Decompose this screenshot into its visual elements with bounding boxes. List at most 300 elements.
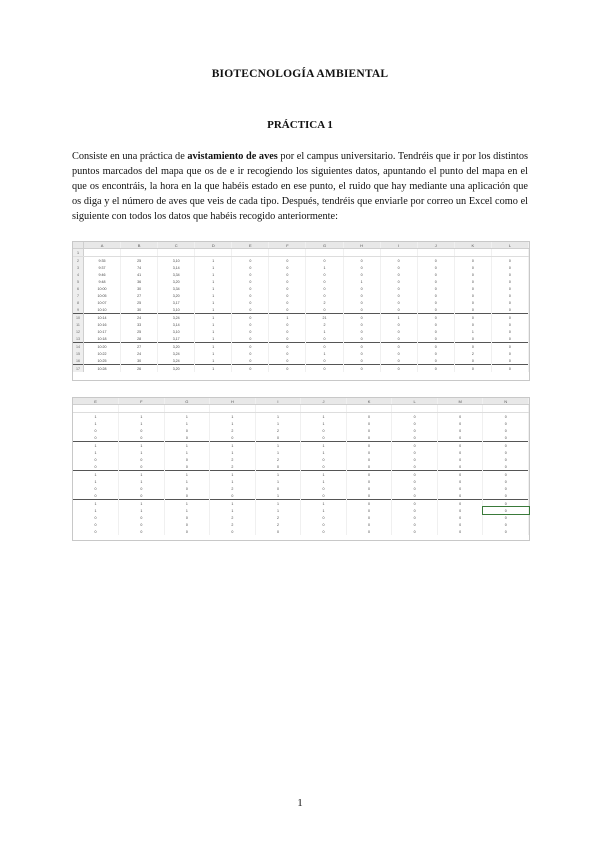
table-cell: 0 (269, 285, 306, 292)
table-cell: 0 (73, 434, 119, 442)
table-cell: 0 (491, 271, 528, 278)
table-cell: 30 (121, 285, 158, 292)
table-cell: 1 (195, 328, 232, 335)
table-cell: 0 (417, 292, 454, 299)
column-letter: F (269, 242, 306, 249)
table-cell: 2 (210, 514, 256, 521)
row-number: 10 (73, 314, 84, 322)
table-cell: 0 (491, 278, 528, 285)
row-number: 14 (73, 343, 84, 351)
table-cell: 0 (119, 528, 165, 535)
table-cell: 9:37 (84, 264, 121, 271)
table-cell: 0 (343, 292, 380, 299)
column-letter: K (346, 398, 392, 405)
table-cell: 0 (392, 478, 438, 485)
table-cell: 1 (255, 478, 301, 485)
table-cell: 0 (491, 257, 528, 265)
field-header-cell (269, 249, 306, 257)
column-letter: A (84, 242, 121, 249)
field-header-cell (392, 405, 438, 413)
table-cell: 0 (346, 500, 392, 508)
table-cell: 30 (121, 306, 158, 314)
table-cell: 0 (164, 521, 210, 528)
table-cell: 0 (380, 343, 417, 351)
table-cell: 1 (195, 321, 232, 328)
table-cell: 0 (380, 271, 417, 278)
column-letter: B (121, 242, 158, 249)
table-cell: 1 (301, 500, 347, 508)
table-cell: 0 (255, 528, 301, 535)
table-cell: 0 (343, 299, 380, 306)
table-cell: 0 (73, 528, 119, 535)
table-cell: 0 (483, 449, 529, 456)
row-number: 11 (73, 321, 84, 328)
field-header-cell (232, 249, 269, 257)
table-cell: 1 (306, 328, 343, 335)
table-cell: 0 (232, 321, 269, 328)
table-cell: 26 (121, 365, 158, 373)
table-cell: 1 (73, 449, 119, 456)
table-cell: 1 (164, 507, 210, 514)
row-number: 9 (73, 306, 84, 314)
table-cell: 0 (483, 427, 529, 434)
table-cell: 0 (269, 335, 306, 343)
table-cell: 0 (306, 343, 343, 351)
table-cell: 1 (210, 471, 256, 479)
table-cell: 0 (437, 492, 483, 500)
row-number: 1 (73, 249, 84, 257)
table-cell: 0 (343, 328, 380, 335)
table-cell: 0 (232, 306, 269, 314)
table-cell: 9:48 (84, 278, 121, 285)
table-cell: 1 (301, 478, 347, 485)
table-cell: 0 (483, 420, 529, 427)
table-cell: 1 (195, 264, 232, 271)
table-cell: 0 (343, 257, 380, 265)
table-cell: 0 (119, 492, 165, 500)
row-number: 2 (73, 257, 84, 265)
table-row (73, 478, 529, 485)
table-cell: 0 (417, 306, 454, 314)
table-cell: 0 (346, 478, 392, 485)
table-cell: 0 (483, 485, 529, 492)
table-cell: 0 (232, 335, 269, 343)
table-cell: 1 (269, 314, 306, 322)
table-row (73, 271, 529, 278)
table-cell: 0 (343, 357, 380, 365)
table-cell: 0 (232, 292, 269, 299)
table-cell: 1 (119, 507, 165, 514)
table-cell: 0 (437, 500, 483, 508)
table-cell: 0 (483, 500, 529, 508)
table-cell: 0 (483, 521, 529, 528)
table-cell: 1 (255, 507, 301, 514)
table-row (73, 413, 529, 421)
table-cell: 0 (437, 442, 483, 450)
table-cell: 1 (255, 492, 301, 500)
table-cell: 1 (210, 420, 256, 427)
column-letter: I (380, 242, 417, 249)
table-cell: 0 (232, 264, 269, 271)
table-cell: 3,20 (158, 365, 195, 373)
table-cell: 0 (301, 434, 347, 442)
table-cell: 2 (210, 485, 256, 492)
table-cell: 2 (255, 427, 301, 434)
table-row (73, 434, 529, 442)
table-cell: 10:14 (84, 314, 121, 322)
table-cell: 0 (392, 449, 438, 456)
table-row (73, 343, 529, 351)
table-row (73, 427, 529, 434)
table-cell: 3,24 (158, 357, 195, 365)
table-cell: 1 (164, 500, 210, 508)
table-row (73, 335, 529, 343)
table-cell: 0 (380, 350, 417, 357)
table-cell: 0 (346, 463, 392, 471)
table-cell: 2 (454, 350, 491, 357)
table-cell: 1 (210, 449, 256, 456)
row-number: 8 (73, 299, 84, 306)
table-cell: 0 (483, 492, 529, 500)
table-cell: 25 (121, 328, 158, 335)
table-cell: 0 (491, 306, 528, 314)
table-row (73, 278, 529, 285)
table-cell: 0 (437, 413, 483, 421)
table-cell: 0 (343, 321, 380, 328)
table-cell: 1 (255, 471, 301, 479)
table-cell: 1 (73, 442, 119, 450)
table-cell: 0 (380, 299, 417, 306)
table-cell: 0 (483, 456, 529, 463)
table-cell: 0 (454, 357, 491, 365)
table-cell: 10:18 (84, 335, 121, 343)
table-cell: 0 (491, 299, 528, 306)
table-cell: 0 (346, 420, 392, 427)
field-header-cell (437, 405, 483, 413)
table-cell: 0 (417, 285, 454, 292)
table-cell: 0 (491, 350, 528, 357)
table-cell: 0 (343, 306, 380, 314)
table-row (73, 314, 529, 322)
row-number: 15 (73, 350, 84, 357)
table-cell: 1 (255, 442, 301, 450)
table-cell: 0 (306, 257, 343, 265)
table-cell: 0 (164, 463, 210, 471)
table-cell: 0 (301, 521, 347, 528)
table-cell: 1 (301, 413, 347, 421)
table-cell: 0 (454, 264, 491, 271)
table-cell: 0 (491, 321, 528, 328)
table-cell: 33 (121, 321, 158, 328)
table-cell: 1 (301, 420, 347, 427)
table-cell: 0 (491, 335, 528, 343)
table-cell: 1 (255, 420, 301, 427)
table-cell: 0 (392, 463, 438, 471)
table-row (73, 350, 529, 357)
table-cell: 0 (269, 357, 306, 365)
table-cell: 0 (164, 456, 210, 463)
table-cell: 0 (119, 427, 165, 434)
table-row (73, 285, 529, 292)
table-cell: 0 (232, 314, 269, 322)
field-header-cell (121, 249, 158, 257)
table-cell: 0 (417, 357, 454, 365)
table-cell: 0 (454, 335, 491, 343)
table-cell: 1 (73, 507, 119, 514)
row-number: 16 (73, 357, 84, 365)
table-cell: 0 (269, 321, 306, 328)
paragraph-bold-phrase: avistamiento de aves (187, 151, 278, 162)
table-cell: 0 (417, 314, 454, 322)
field-header-cell (158, 249, 195, 257)
table-cell: 41 (121, 271, 158, 278)
field-header-cell (73, 405, 119, 413)
table-cell: 0 (346, 449, 392, 456)
table-cell: 9:35 (84, 257, 121, 265)
table-cell: 10:00 (84, 285, 121, 292)
table-cell: 0 (343, 343, 380, 351)
table-cell: 1 (195, 306, 232, 314)
table-cell: 1 (210, 478, 256, 485)
table-cell: 1 (255, 500, 301, 508)
table-cell: 0 (301, 463, 347, 471)
table-cell: 10:10 (84, 306, 121, 314)
table-cell: 0 (343, 335, 380, 343)
row-number: 13 (73, 335, 84, 343)
table-cell: 0 (269, 343, 306, 351)
table-cell: 0 (491, 365, 528, 373)
table-cell: 1 (195, 292, 232, 299)
table-cell: 0 (380, 264, 417, 271)
table-cell: 2 (210, 456, 256, 463)
column-letter: E (232, 242, 269, 249)
table-cell: 1 (255, 449, 301, 456)
column-letter: G (306, 242, 343, 249)
table-cell: 0 (232, 350, 269, 357)
table-cell: 24 (121, 314, 158, 322)
table-cell: 1 (164, 413, 210, 421)
paragraph-text-start: Consiste en una práctica de (72, 151, 188, 162)
table-cell: 1 (343, 278, 380, 285)
table-cell: 0 (454, 292, 491, 299)
column-letter: D (195, 242, 232, 249)
table-cell: 25 (121, 299, 158, 306)
table-cell: 0 (483, 463, 529, 471)
table-cell: 0 (417, 365, 454, 373)
table-cell: 0 (380, 292, 417, 299)
field-header-cell (84, 249, 121, 257)
field-header-cell (255, 405, 301, 413)
table-cell: 0 (73, 463, 119, 471)
table-cell: 0 (343, 365, 380, 373)
column-letter: H (210, 398, 256, 405)
table-cell: 2 (210, 427, 256, 434)
table-cell: 0 (437, 434, 483, 442)
table-cell: 0 (483, 528, 529, 535)
table-cell: 0 (380, 365, 417, 373)
table-cell: 10:07 (84, 299, 121, 306)
table-row (73, 514, 529, 521)
table-cell: 1 (195, 350, 232, 357)
table-cell: 3,17 (158, 299, 195, 306)
table-cell: 0 (417, 278, 454, 285)
table-cell: 10:25 (84, 357, 121, 365)
table-cell: 10:20 (84, 343, 121, 351)
table-cell: 1 (210, 500, 256, 508)
table-cell: 1 (380, 314, 417, 322)
table-cell: 0 (119, 434, 165, 442)
table-cell: 0 (392, 528, 438, 535)
table-cell: 0 (343, 285, 380, 292)
table-cell: 0 (380, 306, 417, 314)
table-cell: 0 (346, 434, 392, 442)
table-row (73, 463, 529, 471)
table-cell: 0 (454, 257, 491, 265)
table-cell: 0 (301, 485, 347, 492)
table-cell: 1 (119, 471, 165, 479)
table-cell: 0 (255, 434, 301, 442)
table-cell: 0 (73, 427, 119, 434)
table-cell: 1 (164, 471, 210, 479)
table-cell: 0 (346, 492, 392, 500)
instructions-paragraph (72, 149, 528, 224)
row-number: 5 (73, 278, 84, 285)
table-cell: 0 (346, 413, 392, 421)
table-cell: 0 (269, 278, 306, 285)
table-cell: 0 (210, 492, 256, 500)
table-cell: 1 (73, 471, 119, 479)
table-cell: 1 (195, 343, 232, 351)
table-cell: 0 (392, 500, 438, 508)
table-cell: 1 (301, 449, 347, 456)
field-header-cell (454, 249, 491, 257)
field-header-cell (119, 405, 165, 413)
table-row (73, 485, 529, 492)
table-row (73, 528, 529, 535)
table-cell: 0 (301, 427, 347, 434)
table-cell: 0 (119, 521, 165, 528)
table-cell: 0 (73, 514, 119, 521)
table-cell: 0 (380, 321, 417, 328)
column-letter: E (73, 398, 119, 405)
table-row (73, 420, 529, 427)
table-cell: 0 (210, 434, 256, 442)
table-cell: 0 (454, 299, 491, 306)
row-number: 4 (73, 271, 84, 278)
table-cell: 36 (121, 278, 158, 285)
table-row (73, 257, 529, 265)
table-cell: 0 (491, 328, 528, 335)
table-cell: 3,10 (158, 328, 195, 335)
table-cell: 0 (269, 271, 306, 278)
table-row (73, 321, 529, 328)
table-cell: 3,24 (158, 314, 195, 322)
table-cell: 0 (380, 278, 417, 285)
table-cell: 0 (343, 271, 380, 278)
table-cell: 2 (306, 299, 343, 306)
table-cell: 1 (73, 413, 119, 421)
table-cell: 1 (210, 442, 256, 450)
table-cell: 1 (195, 335, 232, 343)
table-cell: 1 (301, 471, 347, 479)
table-cell: 10:05 (84, 292, 121, 299)
column-letter: I (255, 398, 301, 405)
table-row (73, 507, 529, 514)
table-cell: 0 (269, 264, 306, 271)
table-cell: 1 (255, 413, 301, 421)
table-row (73, 492, 529, 500)
table-cell: 0 (417, 328, 454, 335)
table-cell: 3,20 (158, 343, 195, 351)
column-letter: M (437, 398, 483, 405)
table-cell: 10:22 (84, 350, 121, 357)
table-cell: 10:16 (84, 321, 121, 328)
table-cell: 0 (346, 442, 392, 450)
table-cell: 3,34 (158, 271, 195, 278)
table-cell: 0 (483, 478, 529, 485)
spreadsheet-image-top (72, 241, 530, 381)
table-cell: 0 (491, 343, 528, 351)
field-header-cell (306, 249, 343, 257)
spreadsheet-table-top (73, 242, 529, 372)
table-cell: 0 (164, 528, 210, 535)
table-cell: 0 (73, 492, 119, 500)
field-header-row (73, 249, 529, 257)
document-title: BIOTECNOLOGÍA AMBIENTAL (211, 68, 389, 80)
table-cell: 1 (119, 478, 165, 485)
table-cell: 0 (417, 271, 454, 278)
table-cell: 0 (255, 463, 301, 471)
table-cell: 0 (437, 507, 483, 514)
table-cell: 1 (195, 365, 232, 373)
table-cell: 0 (392, 413, 438, 421)
table-cell: 0 (210, 528, 256, 535)
table-cell: 0 (346, 507, 392, 514)
table-cell: 0 (491, 264, 528, 271)
row-number: 7 (73, 292, 84, 299)
table-cell: 0 (232, 365, 269, 373)
table-cell: 0 (392, 456, 438, 463)
table-cell: 1 (301, 507, 347, 514)
table-cell: 0 (380, 328, 417, 335)
table-cell: 0 (483, 442, 529, 450)
table-cell: 0 (343, 264, 380, 271)
table-cell: 24 (121, 350, 158, 357)
table-cell: 1 (119, 449, 165, 456)
field-header-cell (380, 249, 417, 257)
table-row (73, 357, 529, 365)
table-cell: 0 (437, 528, 483, 535)
spreadsheet-table-bottom (73, 398, 529, 535)
table-cell: 0 (232, 357, 269, 365)
field-header-cell (164, 405, 210, 413)
table-cell: 1 (164, 420, 210, 427)
column-letter: L (392, 398, 438, 405)
table-cell: 1 (73, 420, 119, 427)
row-number: 12 (73, 328, 84, 335)
table-cell: 1 (195, 357, 232, 365)
table-cell: 2 (255, 514, 301, 521)
table-cell: 0 (346, 521, 392, 528)
table-cell: 0 (491, 285, 528, 292)
column-letter: J (417, 242, 454, 249)
table-cell: 0 (269, 328, 306, 335)
table-cell: 0 (392, 492, 438, 500)
table-cell: 1 (73, 478, 119, 485)
table-cell: 0 (483, 434, 529, 442)
column-letter: L (491, 242, 528, 249)
table-cell: 3,24 (158, 350, 195, 357)
